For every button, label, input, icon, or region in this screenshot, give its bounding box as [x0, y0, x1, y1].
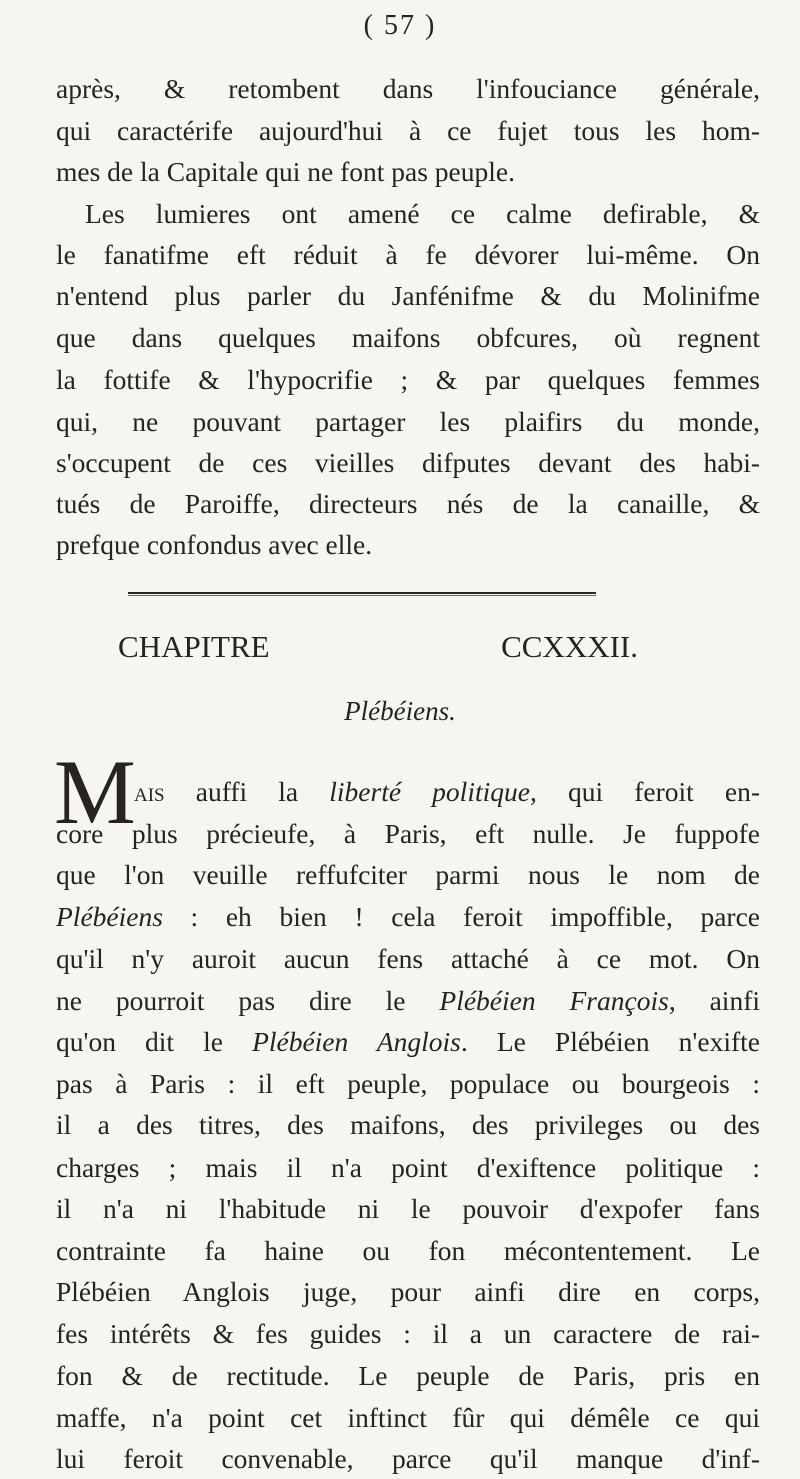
italic-term: Plébéien Anglois [252, 1025, 461, 1057]
text-line: core plus précieufe, à Paris, eft nulle. Je fuppofe [56, 818, 760, 849]
opening-italic: liberté politique [329, 775, 530, 807]
text-line: il a des titres, des maifons, des privileges ou des [56, 1109, 760, 1141]
text-line: ne pourroit pas dire le Plébéien François, ainfi [56, 984, 760, 1016]
text-line: pas à Paris : il eft peuple, populace ou bourgeois : [56, 1068, 760, 1100]
text-line: que dans quelques maifons obfcures, où regnent [56, 322, 760, 354]
text-line: qui caractérife aujourd'hui à ce fujet tous les hom- [56, 114, 760, 146]
text-line: il n'a ni l'habitude ni le pouvoir d'expofer fans [56, 1192, 760, 1224]
text-line: Plébéien Anglois juge, pour ainfi dire en corps, [56, 1276, 760, 1308]
text-line: le fanatifme eft réduit à fe dévorer lui-même. On [56, 239, 760, 271]
text-line-opening [134, 772, 760, 812]
text-line: s'occupent de ces vieilles difputes devant des habi- [56, 446, 760, 478]
chapter-divider-rule [128, 592, 596, 596]
italic-term: Plébéiens [56, 901, 163, 933]
text-line: Plébéiens : eh bien ! cela feroit impoffible, parce [56, 901, 760, 933]
opening-tail: , qui feroit en- [529, 775, 761, 807]
text-line: tués de Paroiffe, directeurs nés de la canaille, & [56, 488, 760, 520]
text-line: qui, ne pouvant partager les plaifirs du monde, [56, 405, 760, 437]
text-line: mes de la Capitale qui ne font pas peuple. [56, 155, 515, 187]
text-line: n'entend plus parler du Janfénifme & du Molinifme [56, 280, 760, 312]
text-line: fes intérêts & fes guides : il a un caractere de rai- [56, 1318, 760, 1350]
text-line: après, & retombent dans l'infouciance générale, [56, 73, 760, 105]
text-line: Les lumieres ont amené ce calme defirable, & [85, 197, 760, 229]
drop-cap: M [54, 740, 136, 843]
italic-term: Plébéien François [439, 984, 669, 1016]
text-line: prefque confondus avec elle. [56, 529, 373, 561]
opening-text: auffi la [164, 775, 330, 807]
text-line: charges ; mais il n'a point d'exiftence politique : [56, 1151, 760, 1183]
text-line: qu'on dit le Plébéien Anglois. Le Plébéien n'exifte [56, 1025, 760, 1057]
text-line: que l'on veuille reffufciter parmi nous le nom de [56, 859, 760, 891]
page-number: ( 57 ) [363, 10, 437, 41]
opening-smallcaps: ais [134, 775, 165, 807]
text-line: qu'il n'y auroit aucun fens attaché à ce mot. On [56, 942, 760, 974]
text-line: maffe, n'a point cet inftinct fûr qui démêle ce qui [56, 1401, 760, 1433]
text-line: la fottife & l'hypocrifie ; & par quelques femmes [56, 363, 760, 395]
text-line: lui feroit convenable, parce qu'il manque d'inf- [56, 1442, 760, 1474]
chapter-title: CHAPITRE CCXXXII. [118, 629, 638, 665]
chapter-subtitle: Plébéiens. [344, 695, 456, 726]
text-line: contrainte fa haine ou fon mécontentement. Le [56, 1235, 760, 1267]
text-line: fon & de rectitude. Le peuple de Paris, pris en [56, 1359, 760, 1391]
